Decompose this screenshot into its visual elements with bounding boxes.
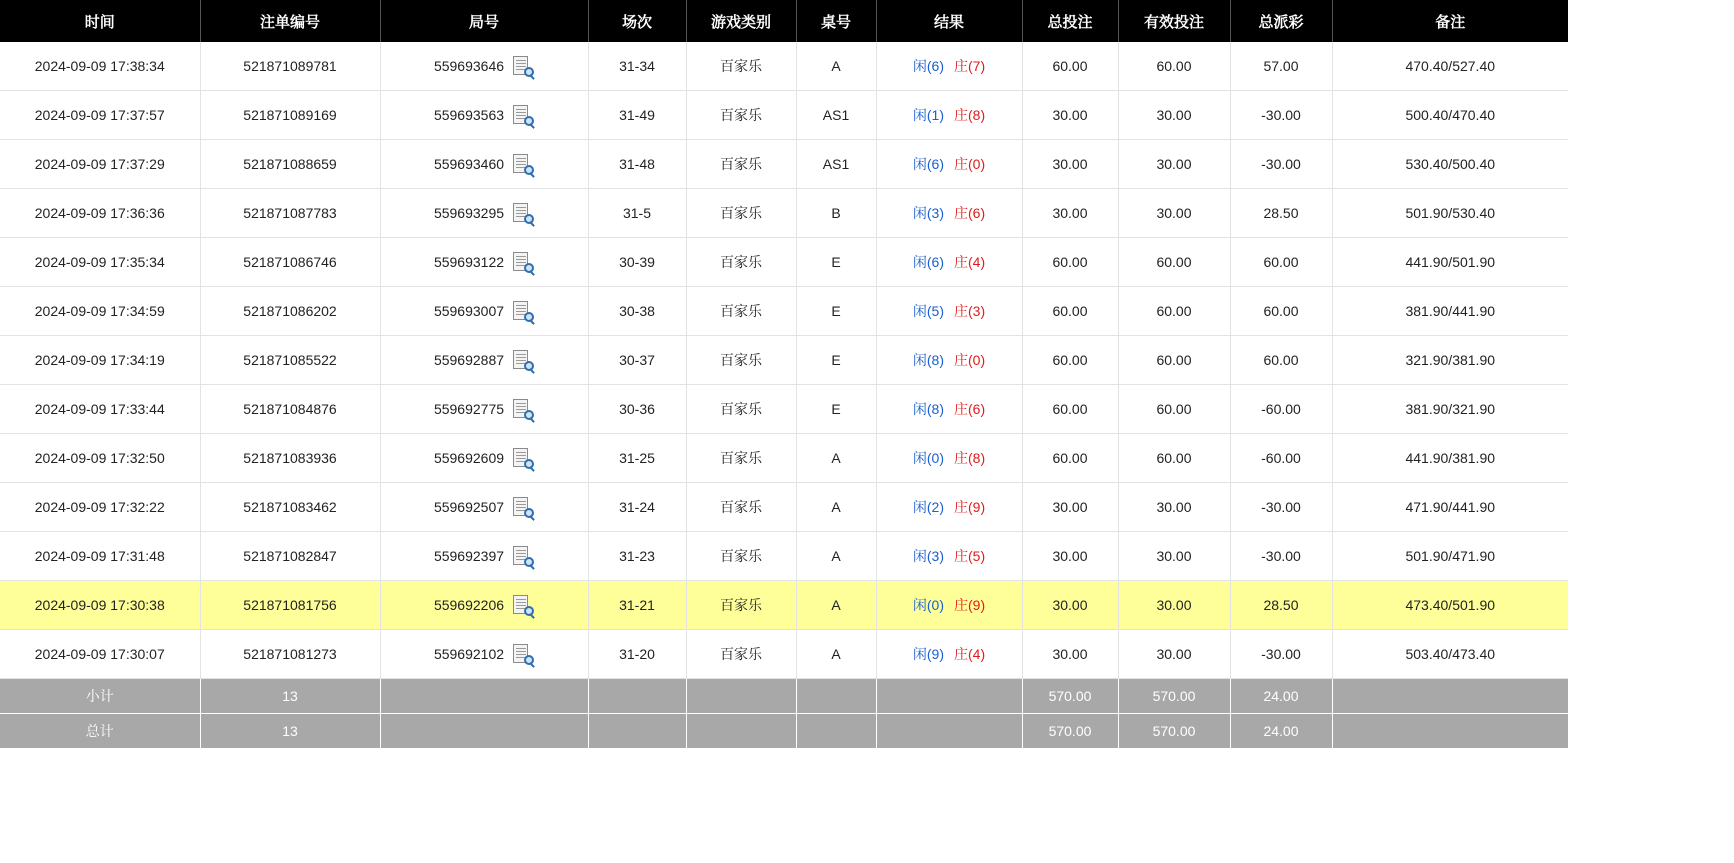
cell-order-no: 521871081273: [200, 630, 380, 679]
cell-time: 2024-09-09 17:30:07: [0, 630, 200, 679]
cell-valid-bet: 60.00: [1118, 238, 1230, 287]
result-player: 闲(8): [912, 401, 944, 417]
cell-result: [876, 630, 1022, 679]
cell-table-no: E: [796, 336, 876, 385]
cell-note: 381.90/441.90: [1332, 287, 1568, 336]
cell-total-payout: 28.50: [1230, 189, 1332, 238]
cell-round-no: [380, 287, 588, 336]
result-banker: 庄(6): [954, 205, 986, 221]
cell-session: 30-37: [588, 336, 686, 385]
result-banker: 庄(8): [954, 450, 986, 466]
cell-table-no: B: [796, 189, 876, 238]
table-row[interactable]: [0, 140, 1568, 189]
cell-total-payout: 60.00: [1230, 287, 1332, 336]
summary-label: 小计: [0, 679, 200, 714]
cell-valid-bet: 60.00: [1118, 434, 1230, 483]
summary-valid-bet: 570.00: [1118, 714, 1230, 749]
round-no-text: 559692397: [433, 548, 505, 564]
cell-note: 470.40/527.40: [1332, 42, 1568, 91]
cell-order-no: 521871089169: [200, 91, 380, 140]
result-banker: 庄(0): [954, 156, 986, 172]
cell-total-bet: 30.00: [1022, 630, 1118, 679]
result-banker: 庄(9): [954, 499, 986, 515]
cell-valid-bet: 30.00: [1118, 483, 1230, 532]
cell-game-type: 百家乐: [686, 532, 796, 581]
cell-result: [876, 581, 1022, 630]
cell-total-bet: 60.00: [1022, 287, 1118, 336]
cell-table-no: AS1: [796, 140, 876, 189]
round-no-text: 559693460: [433, 156, 505, 172]
summary-count: 13: [200, 714, 380, 749]
document-search-icon[interactable]: [512, 300, 534, 322]
cell-total-bet: 30.00: [1022, 140, 1118, 189]
table-row[interactable]: [0, 42, 1568, 91]
cell-round-no: [380, 42, 588, 91]
summary-label: 总计: [0, 714, 200, 749]
col-header-order-no[interactable]: 注单编号: [200, 0, 380, 42]
col-header-table-no[interactable]: 桌号: [796, 0, 876, 42]
result-player: 闲(3): [912, 205, 944, 221]
cell-total-payout: -30.00: [1230, 483, 1332, 532]
cell-result: [876, 385, 1022, 434]
document-search-icon[interactable]: [512, 104, 534, 126]
cell-valid-bet: 30.00: [1118, 91, 1230, 140]
cell-table-no: E: [796, 385, 876, 434]
result-banker: 庄(7): [954, 58, 986, 74]
cell-session: 31-34: [588, 42, 686, 91]
cell-time: 2024-09-09 17:37:57: [0, 91, 200, 140]
result-player: 闲(2): [912, 499, 944, 515]
round-no-text: 559693563: [433, 107, 505, 123]
summary-empty-table: [796, 679, 876, 714]
col-header-round-no[interactable]: 局号: [380, 0, 588, 42]
result-banker: 庄(9): [954, 597, 986, 613]
cell-result: [876, 42, 1022, 91]
cell-total-bet: 60.00: [1022, 434, 1118, 483]
cell-game-type: 百家乐: [686, 91, 796, 140]
cell-total-bet: 60.00: [1022, 42, 1118, 91]
document-search-icon[interactable]: [512, 55, 534, 77]
result-player: 闲(6): [912, 156, 944, 172]
document-search-icon[interactable]: [512, 447, 534, 469]
table-row[interactable]: [0, 630, 1568, 679]
cell-session: 31-25: [588, 434, 686, 483]
document-search-icon[interactable]: [512, 153, 534, 175]
cell-round-no: [380, 532, 588, 581]
cell-note: 500.40/470.40: [1332, 91, 1568, 140]
summary-empty-session: [588, 714, 686, 749]
cell-valid-bet: 30.00: [1118, 140, 1230, 189]
table-row[interactable]: [0, 91, 1568, 140]
cell-table-no: A: [796, 630, 876, 679]
cell-note: 381.90/321.90: [1332, 385, 1568, 434]
cell-note: 530.40/500.40: [1332, 140, 1568, 189]
cell-result: [876, 140, 1022, 189]
round-no-text: 559693122: [433, 254, 505, 270]
cell-game-type: 百家乐: [686, 189, 796, 238]
cell-total-payout: -30.00: [1230, 91, 1332, 140]
cell-total-bet: 60.00: [1022, 238, 1118, 287]
cell-time: 2024-09-09 17:32:22: [0, 483, 200, 532]
cell-valid-bet: 60.00: [1118, 287, 1230, 336]
cell-table-no: E: [796, 287, 876, 336]
cell-session: 30-39: [588, 238, 686, 287]
cell-valid-bet: 30.00: [1118, 630, 1230, 679]
summary-count: 13: [200, 679, 380, 714]
table-header: [0, 0, 1568, 42]
cell-note: 473.40/501.90: [1332, 581, 1568, 630]
cell-game-type: 百家乐: [686, 434, 796, 483]
col-header-session[interactable]: 场次: [588, 0, 686, 42]
col-header-note[interactable]: 备注: [1332, 0, 1568, 42]
table-row[interactable]: [0, 483, 1568, 532]
cell-total-bet: 60.00: [1022, 385, 1118, 434]
cell-table-no: A: [796, 434, 876, 483]
cell-round-no: [380, 434, 588, 483]
cell-table-no: A: [796, 532, 876, 581]
cell-table-no: E: [796, 238, 876, 287]
result-player: 闲(6): [912, 254, 944, 270]
cell-session: 31-49: [588, 91, 686, 140]
cell-total-payout: -30.00: [1230, 532, 1332, 581]
cell-round-no: [380, 238, 588, 287]
cell-result: [876, 287, 1022, 336]
cell-order-no: 521871084876: [200, 385, 380, 434]
table-body: [0, 42, 1568, 749]
cell-total-payout: 28.50: [1230, 581, 1332, 630]
cell-time: 2024-09-09 17:37:29: [0, 140, 200, 189]
cell-total-bet: 30.00: [1022, 483, 1118, 532]
cell-note: 441.90/381.90: [1332, 434, 1568, 483]
cell-time: 2024-09-09 17:32:50: [0, 434, 200, 483]
cell-result: [876, 238, 1022, 287]
result-player: 闲(1): [912, 107, 944, 123]
summary-total-bet: 570.00: [1022, 714, 1118, 749]
cell-note: 321.90/381.90: [1332, 336, 1568, 385]
cell-total-bet: 30.00: [1022, 581, 1118, 630]
table-row[interactable]: [0, 336, 1568, 385]
table-row[interactable]: [0, 238, 1568, 287]
cell-total-bet: 30.00: [1022, 91, 1118, 140]
cell-game-type: 百家乐: [686, 336, 796, 385]
cell-result: [876, 189, 1022, 238]
cell-order-no: 521871088659: [200, 140, 380, 189]
cell-session: 30-36: [588, 385, 686, 434]
summary-empty-table: [796, 714, 876, 749]
cell-game-type: 百家乐: [686, 42, 796, 91]
summary-valid-bet: 570.00: [1118, 679, 1230, 714]
cell-time: 2024-09-09 17:36:36: [0, 189, 200, 238]
round-no-text: 559692102: [433, 646, 505, 662]
col-header-valid-bet[interactable]: 有效投注: [1118, 0, 1230, 42]
result-player: 闲(8): [912, 352, 944, 368]
document-search-icon[interactable]: [512, 594, 534, 616]
cell-round-no: [380, 483, 588, 532]
cell-total-bet: 60.00: [1022, 336, 1118, 385]
document-search-icon[interactable]: [512, 545, 534, 567]
document-search-icon[interactable]: [512, 251, 534, 273]
result-banker: 庄(4): [954, 646, 986, 662]
cell-session: 31-5: [588, 189, 686, 238]
result-player: 闲(3): [912, 548, 944, 564]
cell-round-no: [380, 140, 588, 189]
result-player: 闲(6): [912, 58, 944, 74]
cell-game-type: 百家乐: [686, 630, 796, 679]
cell-time: 2024-09-09 17:30:38: [0, 581, 200, 630]
cell-time: 2024-09-09 17:35:34: [0, 238, 200, 287]
document-search-icon[interactable]: [512, 202, 534, 224]
round-no-text: 559692887: [433, 352, 505, 368]
cell-valid-bet: 30.00: [1118, 532, 1230, 581]
cell-order-no: 521871082847: [200, 532, 380, 581]
cell-note: 471.90/441.90: [1332, 483, 1568, 532]
result-player: 闲(5): [912, 303, 944, 319]
cell-round-no: [380, 336, 588, 385]
col-header-game-type[interactable]: 游戏类别: [686, 0, 796, 42]
cell-time: 2024-09-09 17:38:34: [0, 42, 200, 91]
cell-valid-bet: 60.00: [1118, 385, 1230, 434]
summary-total-bet: 570.00: [1022, 679, 1118, 714]
result-banker: 庄(3): [954, 303, 986, 319]
cell-valid-bet: 60.00: [1118, 336, 1230, 385]
cell-round-no: [380, 91, 588, 140]
cell-total-payout: 60.00: [1230, 238, 1332, 287]
cell-order-no: 521871086202: [200, 287, 380, 336]
cell-table-no: AS1: [796, 91, 876, 140]
header-row: [0, 0, 1568, 42]
cell-time: 2024-09-09 17:31:48: [0, 532, 200, 581]
cell-order-no: 521871086746: [200, 238, 380, 287]
summary-total-payout: 24.00: [1230, 679, 1332, 714]
cell-round-no: [380, 189, 588, 238]
col-header-total-payout[interactable]: 总派彩: [1230, 0, 1332, 42]
cell-result: [876, 532, 1022, 581]
document-search-icon[interactable]: [512, 496, 534, 518]
table-row[interactable]: [0, 434, 1568, 483]
cell-session: 31-48: [588, 140, 686, 189]
document-search-icon[interactable]: [512, 398, 534, 420]
subtotal-row: [0, 679, 1568, 714]
cell-note: 501.90/471.90: [1332, 532, 1568, 581]
cell-order-no: 521871081756: [200, 581, 380, 630]
cell-table-no: A: [796, 483, 876, 532]
result-banker: 庄(4): [954, 254, 986, 270]
cell-valid-bet: 60.00: [1118, 42, 1230, 91]
summary-empty-game: [686, 714, 796, 749]
cell-order-no: 521871085522: [200, 336, 380, 385]
round-no-text: 559693007: [433, 303, 505, 319]
summary-empty-result: [876, 679, 1022, 714]
cell-session: 30-38: [588, 287, 686, 336]
round-no-text: 559693646: [433, 58, 505, 74]
table-row[interactable]: [0, 385, 1568, 434]
cell-order-no: 521871083462: [200, 483, 380, 532]
summary-empty-note: [1332, 714, 1568, 749]
summary-empty-round: [380, 714, 588, 749]
cell-total-payout: -30.00: [1230, 630, 1332, 679]
cell-total-bet: 30.00: [1022, 532, 1118, 581]
cell-note: 501.90/530.40: [1332, 189, 1568, 238]
cell-total-payout: -30.00: [1230, 140, 1332, 189]
summary-empty-session: [588, 679, 686, 714]
cell-order-no: 521871083936: [200, 434, 380, 483]
table-row[interactable]: [0, 189, 1568, 238]
result-banker: 庄(5): [954, 548, 986, 564]
round-no-text: 559692775: [433, 401, 505, 417]
cell-session: 31-21: [588, 581, 686, 630]
cell-total-bet: 30.00: [1022, 189, 1118, 238]
cell-valid-bet: 30.00: [1118, 189, 1230, 238]
cell-time: 2024-09-09 17:34:19: [0, 336, 200, 385]
document-search-icon[interactable]: [512, 349, 534, 371]
result-player: 闲(0): [912, 450, 944, 466]
cell-order-no: 521871087783: [200, 189, 380, 238]
cell-total-payout: 57.00: [1230, 42, 1332, 91]
cell-note: 503.40/473.40: [1332, 630, 1568, 679]
cell-time: 2024-09-09 17:33:44: [0, 385, 200, 434]
cell-game-type: 百家乐: [686, 287, 796, 336]
table-row[interactable]: [0, 581, 1568, 630]
result-banker: 庄(8): [954, 107, 986, 123]
round-no-text: 559692609: [433, 450, 505, 466]
total-row: [0, 714, 1568, 749]
cell-total-payout: -60.00: [1230, 385, 1332, 434]
cell-session: 31-24: [588, 483, 686, 532]
cell-result: [876, 91, 1022, 140]
cell-round-no: [380, 385, 588, 434]
result-banker: 庄(6): [954, 401, 986, 417]
document-search-icon[interactable]: [512, 643, 534, 665]
result-banker: 庄(0): [954, 352, 986, 368]
round-no-text: 559693295: [433, 205, 505, 221]
cell-table-no: A: [796, 42, 876, 91]
cell-round-no: [380, 581, 588, 630]
result-player: 闲(0): [912, 597, 944, 613]
round-no-text: 559692206: [433, 597, 505, 613]
summary-empty-game: [686, 679, 796, 714]
cell-table-no: A: [796, 581, 876, 630]
summary-empty-result: [876, 714, 1022, 749]
cell-time: 2024-09-09 17:34:59: [0, 287, 200, 336]
cell-game-type: 百家乐: [686, 483, 796, 532]
summary-empty-note: [1332, 679, 1568, 714]
cell-valid-bet: 30.00: [1118, 581, 1230, 630]
cell-game-type: 百家乐: [686, 385, 796, 434]
cell-session: 31-20: [588, 630, 686, 679]
cell-order-no: 521871089781: [200, 42, 380, 91]
col-header-time[interactable]: 时间: [0, 0, 200, 42]
cell-game-type: 百家乐: [686, 581, 796, 630]
round-no-text: 559692507: [433, 499, 505, 515]
result-player: 闲(9): [912, 646, 944, 662]
cell-round-no: [380, 630, 588, 679]
cell-total-payout: -60.00: [1230, 434, 1332, 483]
cell-total-payout: 60.00: [1230, 336, 1332, 385]
cell-note: 441.90/501.90: [1332, 238, 1568, 287]
col-header-result[interactable]: 结果: [876, 0, 1022, 42]
cell-result: [876, 483, 1022, 532]
cell-game-type: 百家乐: [686, 238, 796, 287]
cell-game-type: 百家乐: [686, 140, 796, 189]
col-header-total-bet[interactable]: 总投注: [1022, 0, 1118, 42]
table-row[interactable]: [0, 287, 1568, 336]
summary-total-payout: 24.00: [1230, 714, 1332, 749]
cell-session: 31-23: [588, 532, 686, 581]
cell-result: [876, 434, 1022, 483]
cell-result: [876, 336, 1022, 385]
table-row[interactable]: [0, 532, 1568, 581]
summary-empty-round: [380, 679, 588, 714]
